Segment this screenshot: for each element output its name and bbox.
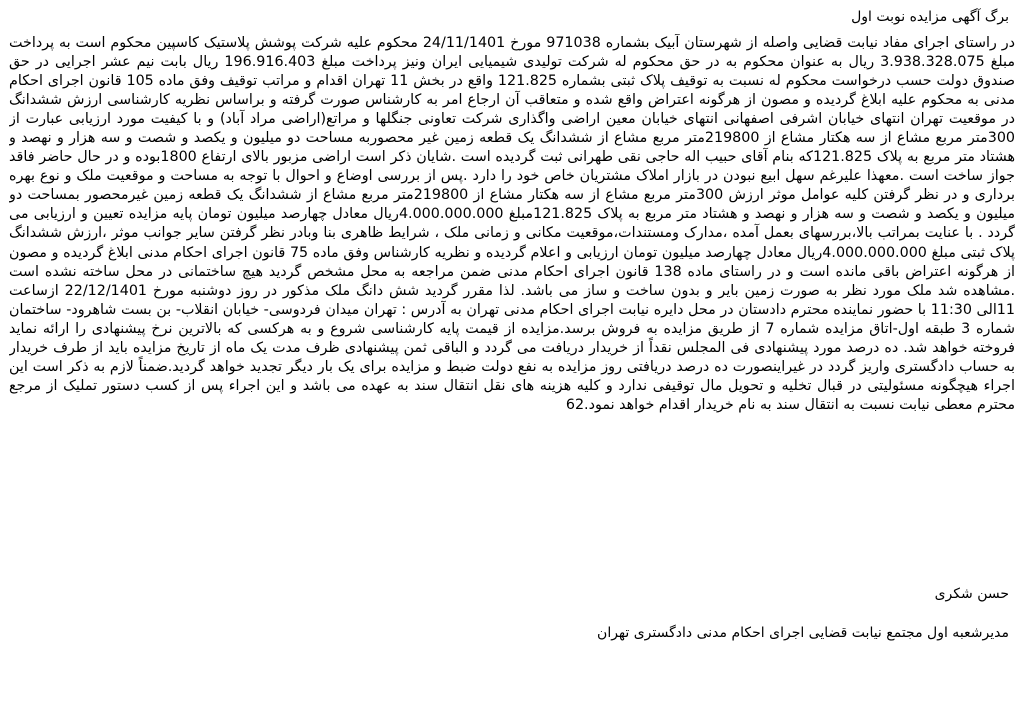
signer-name: حسن شکری — [934, 586, 1009, 602]
notice-body: در راستای اجرای مفاد نیابت قضایی واصله از شهرستان آبیک بشماره 971038 مورخ 24/11/1401 محکوم علیه شرکت پوشش پلاستیک کاسپین محکوم است به پرداخت مبلغ 3.938.328.075 ریال به عنوان محکوم به در حق محکوم له شرکت تولیدی شیمیایی ایران ونیز پرداخت مبلغ 196.916.403 ریال بابت نیم عشر اجرایی در حق صندوق دولت حسب درخواست محکوم له نسبت به توقیف پلاک ثبتی بشماره 121.825 واقع در بخش 11 تهران اقدام و مراتب توقیف وفق ماده 105 قانون اجرای احکام مدنی به محکوم علیه ابلاغ گردیده و مصون از هرگونه اعتراض واقع شده و متعاقب آن ارجاع امر به کارشناس صورت گرفته و براساس نظریه کارشناسی ارزش ششدانگ در موقعیت تهران انتهای خیابان اشرفی اصفهانی انتهای خیابان معین اراضی واگذاری شرکت تعاونی جنگلها و مراتع(اراضی مراد آباد) و با کیفیت مورد ارزیابی عبارت از 300متر مربع مشاع از سه هکتار مشاع از 219800متر مربع مشاع از ششدانگ یک قطعه زمین غیر محصوربه مساحت دو میلیون و یکصد و شصت و سه هزار و نهصد و هشتاد متر مربع به پلاک 121.825که بنام آقای حبیب اله حاجی نقی طهرانی ثبت گردیده است .شایان ذکر است اراضی مزبور بالای ارتفاع 1800بوده و در حال حاضر فاقد جواز ساخت است .معهذا علیرغم سهل ابیع نبودن در بازار املاک مشتریان خاص خود را دارد .پس از بررسی اوضاع و احوال با توجه به مساحت و موقعیت ملک و نوع بهره برداری و در نظر گرفتن کلیه عوامل موثر ارزش 300متر مربع مشاع از سه هکتار مشاع از 219800متر مربع مشاع از ششدانگ یک قطعه زمین غیرمحصور بمساحت دو میلیون و یکصد و شصت و سه هزار و نهصد و هشتاد متر مربع به پلاک 121.825مبلغ 4.000.000.000ریال معادل چهارصد میلیون تومان پایه مزایده تعیین و ارزیابی می گردد . با عنایت بمراتب بالا،بررسهای بعمل آمده ،مدارک ومستندات،موقعیت مکانی و زمانی ملک ، شرایط ظاهری بنا وبادر نظر گرفتن سایر جوانب موثر ،ارزش ششدانگ پلاک ثبتی مبلغ 4.000.000.000ریال معادل چهارصد میلیون تومان ارزیابی و اعلام گردیده و نظریه کارشناس وفق ماده 75 قانون اجرای احکام مدنی ابلاغ گردیده و مصون از هرگونه اعتراض باقی مانده است و در راستای ماده 138 قانون اجرای احکام مدنی ضمن مراجعه به محل مشخص گردید هیچ ساختمانی در محل ساخته نشده است .مشاهده شد ملک مورد نظر به صورت زمین بایر و بدون ساخت و ساز می باشد. لذا مقرر گردید شش دانگ ملک مذکور در روز دوشنبه مورخ 22/12/1401 ازساعت 11الی 11:30 با حضور نماینده محترم دادستان در محل دایره نیابت اجرای احکام مدنی تهران به آدرس : تهران میدان فردوسی- خیابان انقلاب- بن بست شاهرود- ساختمان شماره 3 طبقه اول-اتاق مزایده شماره 7 از طریق مزایده به فروش برسد.مزایده از قیمت پایه کارشناسی شروع و به هرکسی که بالاترین نرخ پیشنهادی را ارائه نماید فروخته خواهد شد. ده درصد مورد پیشنهادی فی المجلس نقداً از خریدار دریافت می گردد و الباقی ثمن پیشنهادی ظرف مدت یک ماه از تاریخ مزایده باید از طرف خریدار به حساب دادگستری واریز گردد در غیراینصورت ده درصد دریافتی روز مزایده به نفع دولت ضبط و مزایده برای یک بار دیگر تجدید خواهد گردید.ضمناً لازم به ذکر است این اجراء هیچگونه مسئولیتی در قبال تخلیه و تحویل مال توقیفی ندارد و کلیه هزینه های نقل انتقال سند به عهده می باشد و این اجراء پس از کسب دستور تملیک از مرجع محترم معطی نیابت نسبت به انتقال سند به نام خریدار اقدام خواهد نمود.62 — [9, 35, 1015, 413]
notice-title: برگ آگهی مزایده نوبت اول — [851, 9, 1009, 25]
signer-title: مدیرشعبه اول مجتمع نیابت قضایی اجرای احکام مدنی دادگستری تهران — [597, 625, 1009, 641]
